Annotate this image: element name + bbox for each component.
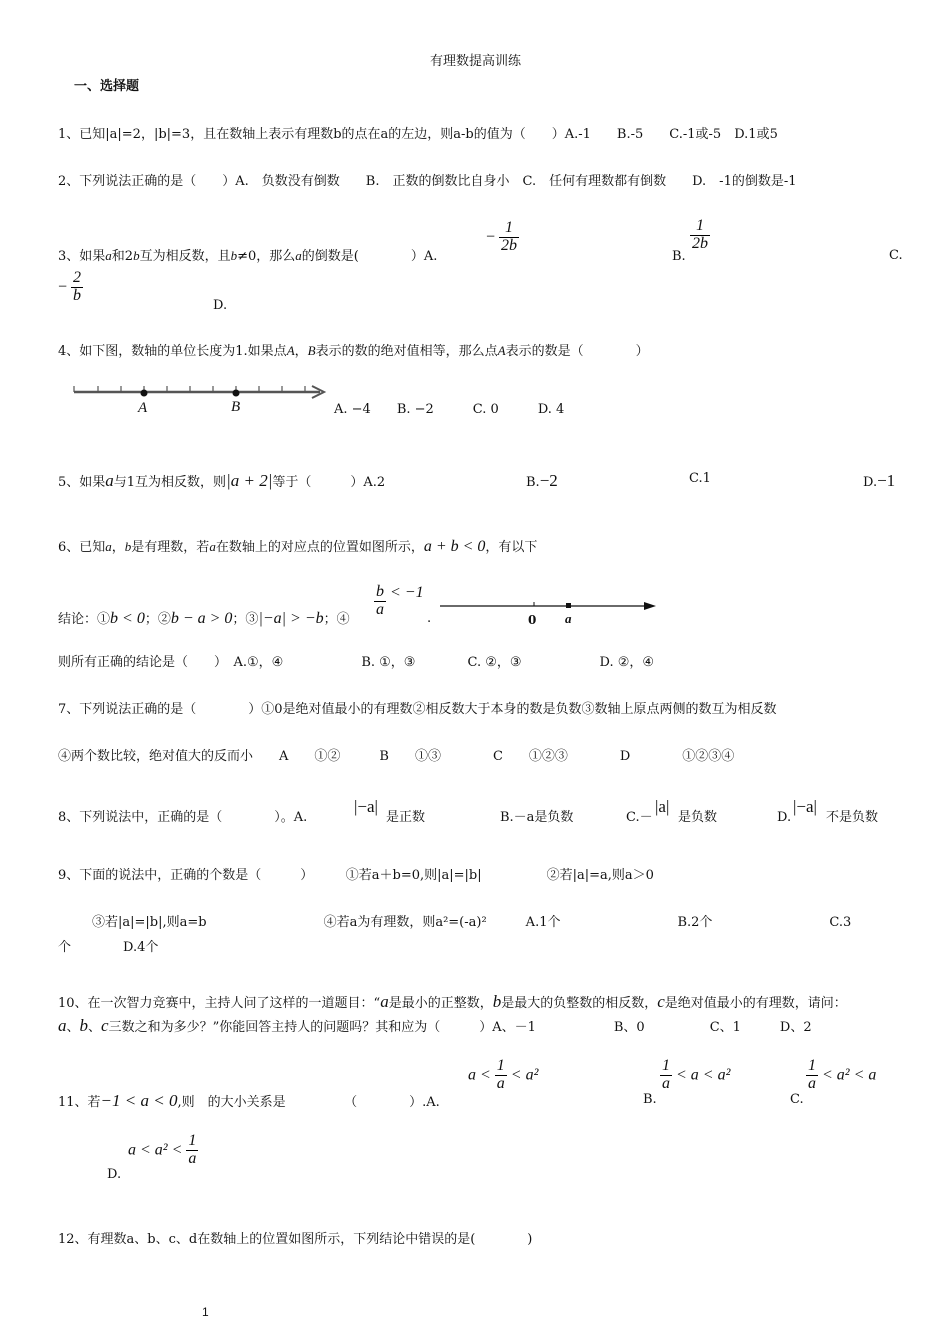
page-number: 1 (202, 1305, 209, 1319)
q11-option-d-math: a < a² < $\frac{1}{a}$ (128, 1132, 197, 1167)
question-2: 2、下列说法正确的是（ ）A. 负数没有倒数 B. 正数的倒数比自身小 C. 任何有理数都有倒数 D. -1的倒数是-1 (58, 174, 797, 189)
q3-option-d-label: D. (213, 298, 228, 313)
question-11-stem: 11、若−1 < a < 0,则 的大小关系是 （ ）.A. (58, 1091, 440, 1110)
q8-option-c-text: 是负数 (678, 810, 718, 825)
document-title: 有理数提高训练 (430, 54, 522, 69)
question-5-stem: 5、如果a与1互为相反数，则|a + 2|等于（ ）A.2 (58, 471, 386, 490)
q8-option-d-expr: |−a| (793, 797, 817, 816)
q6-period: . (427, 611, 432, 626)
q8-option-c-label: C.－ (626, 810, 653, 825)
q8-option-b: B.－a是负数 (500, 810, 574, 825)
q11-option-c-label: C. (790, 1092, 804, 1107)
q3-option-c-label: C. (889, 248, 903, 263)
section-heading: 一、选择题 (74, 79, 140, 94)
q4-number-line (70, 378, 330, 418)
question-9-line-1: 9、下面的说法中，正确的个数是（ ） ①若a＋b=0,则|a|=|b| ②若|a|=a,则a＞0 (58, 868, 654, 883)
q4-options: A. −4 B. −2 C. 0 D. 4 (334, 402, 565, 417)
axis-label-b: B (231, 399, 241, 415)
q11-option-d-label: D. (107, 1167, 122, 1182)
question-6-stem: 6、已知a，b是有理数，若a在数轴上的对应点的位置如图所示，a + b < 0，有以下 (58, 538, 538, 555)
q8-option-a-text: 是正数 (386, 810, 426, 825)
q3-option-b-fraction: $\frac{1}{2b}$ (692, 217, 708, 252)
q5-option-c: C.1 (689, 471, 711, 486)
q3-option-a-fraction: − $\frac{1}{2b}$ (486, 219, 518, 254)
point-a-dot (141, 390, 148, 397)
point-b-dot (233, 390, 240, 397)
question-9-line-3: 个 D.4个 (58, 940, 159, 955)
axis-label-a: A (138, 400, 148, 416)
axis-a-label: a (565, 611, 572, 626)
question-7-line-1: 7、下列说法正确的是（ ）①0是绝对值最小的有理数②相反数大于本身的数是负数③数轴上原点两侧的数互为相反数 (58, 702, 777, 717)
question-3-stem: 3、如果a和2b互为相反数，且b≠0，那么a的倒数是( ）A. (58, 248, 438, 264)
question-10-line-2: a、b、c三数之和为多少？”你能回答主持人的问题吗？其和应为（ ）A、－1 B、0 C、1 D、2 (58, 1016, 812, 1035)
question-7-line-2: ④两个数比较，绝对值大的反而小 A ①② B ①③ C ①②③ D ①②③④ (58, 749, 735, 764)
q6-conclusion-4-math: $\frac{b}{a}$ < −1 (376, 583, 424, 618)
question-4-stem: 4、如下图，数轴的单位长度为1.如果点A，B表示的数的绝对值相等，那么点A表示的数是（ ） (58, 343, 649, 359)
q11-option-b-math: $\frac{1}{a}$ < a < a² (662, 1057, 731, 1092)
axis-zero-label: 0 (528, 613, 537, 627)
q8-option-d-label: D. (777, 810, 792, 825)
q11-option-a-math: a < $\frac{1}{a}$ < a² (468, 1057, 539, 1092)
question-10-line-1: 10、在一次智力竞赛中，主持人问了这样的一道题目：“a是最小的正整数，b是最大的负整数的相反数，c是绝对值最小的有理数，请问： (58, 992, 847, 1011)
q5-option-d: D.−1 (863, 471, 896, 490)
question-9-line-2: ③若|a|=|b|,则a=b ④若a为有理数，则a²=(-a)² A.1个 B.2个 C.3 (92, 915, 852, 930)
point-a-marker (566, 603, 571, 608)
q8-option-d-text: 不是负数 (826, 810, 879, 825)
q6-number-line (438, 597, 668, 617)
question-8-stem: 8、下列说法中，正确的是（ ）。A. (58, 810, 308, 825)
q8-option-a-expr: |−a| (354, 797, 378, 816)
q6-conclusions: 结论：①b < 0；②b − a > 0；③|−a| > −b；④ (58, 610, 350, 627)
q5-option-b: B.−2 (526, 471, 558, 490)
q8-option-c-expr: |a| (655, 797, 670, 816)
q3-option-c-fraction: − $\frac{2}{b}$ (58, 269, 82, 304)
q11-option-b-label: B. (643, 1092, 657, 1107)
question-12: 12、有理数a、b、c、d在数轴上的位置如图所示，下列结论中错误的是( ) (58, 1232, 533, 1247)
q11-option-c-math: $\frac{1}{a}$ < a² < a (808, 1057, 877, 1092)
question-1: 1、已知|a|=2，|b|=3，且在数轴上表示有理数b的点在a的左边，则a-b的值为（ ）A.-1 B.-5 C.-1或-5 D.1或5 (58, 127, 778, 142)
q6-answer-options: 则所有正确的结论是（ ） A.①，④ B. ①，③ C. ②，③ D. ②，④ (58, 655, 655, 670)
q3-option-b-label: B. (672, 249, 686, 264)
